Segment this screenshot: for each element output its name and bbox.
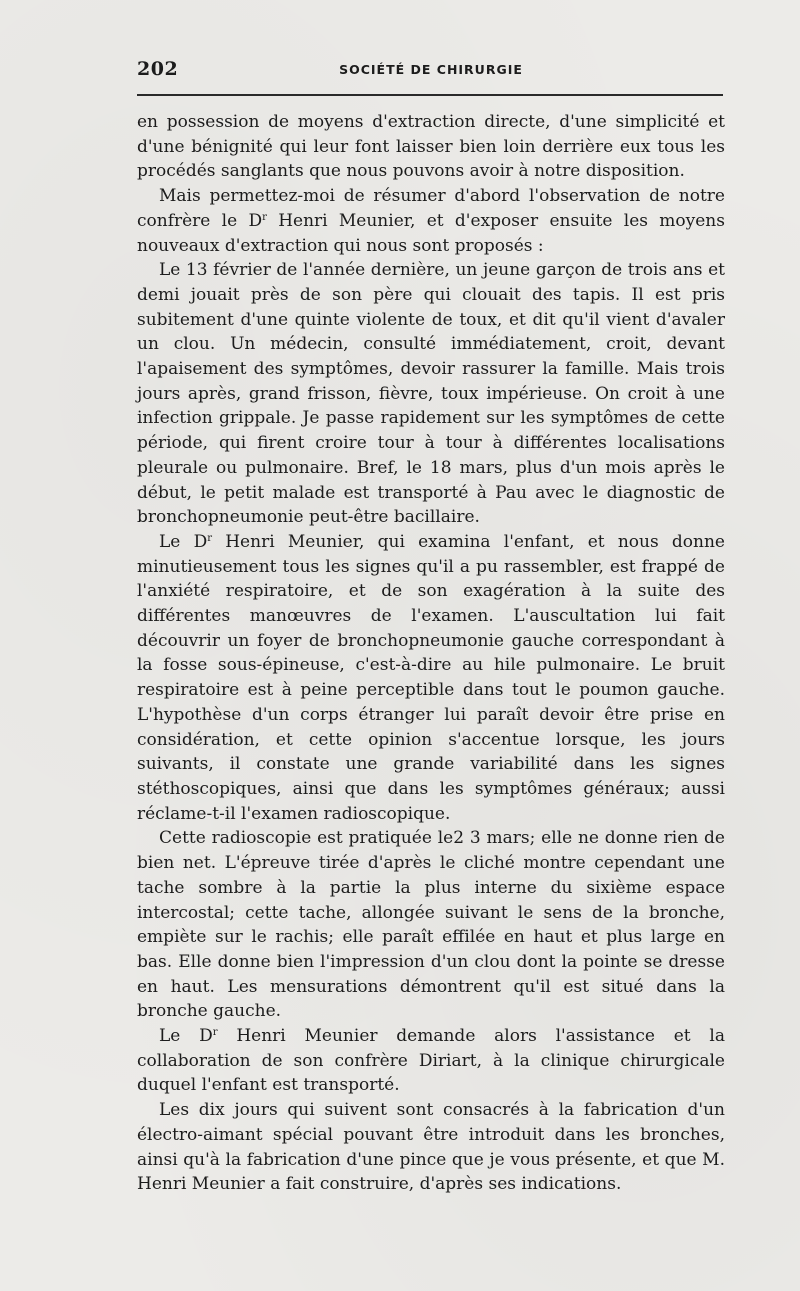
paragraph-continuation: en possession de moyens d'extraction directe, d'une simplicité et d'une bénignité qui leur font laisser bien loin derrière eux tous les procédés sanglants que nous pouvons avoir à notre disposition. — [137, 112, 725, 182]
header-rule — [137, 94, 723, 96]
paragraph: Le 13 février de l'année dernière, un jeune garçon de trois ans et demi jouait près de son père qui clouait des tapis. Il est pris subitement d'une quinte violente de toux, et dit qu'il vient d'avaler un clou. Un médecin, consulté immédiatement, croit, devant l'apaisement des symptômes, devoir rassurer la famille. Mais trois jours après, grand frisson, fièvre, toux impérieuse. On croit à une infection grippale. Je passe rapidement sur les symptômes de cette période, qui firent croire tour à tour à différentes localisations pleurale ou pulmonaire. Bref, le 18 mars, plus d'un mois après le début, le petit malade est transporté à Pau avec le diagnostic de bronchopneumonie peut-être bacillaire. — [137, 260, 725, 528]
body-text — [137, 110, 725, 1197]
paragraph: Mais permettez-moi de résumer d'abord l'observation de notre confrère le $D^r$ Henri Meunier, et d'exposer ensuite les moyens nouveaux d'extraction qui nous sont proposés : — [137, 186, 725, 256]
paragraph: Cette radioscopie est pratiquée le2 3 mars; elle ne donne rien de bien net. L'épreuve tirée d'après le cliché montre cependant une tache sombre à la partie la plus interne du sixième espace intercostal; cette tache, allongée suivant le sens de la bronche, empiète sur le rachis; elle paraît effilée en haut et plus large en bas. Elle donne bien l'impression d'un clou dont la pointe se dresse en haut. Les mensurations démontrent qu'il est situé dans la bronche gauche. — [137, 828, 725, 1022]
running-title: SOCIÉTÉ DE CHIRURGIE — [339, 62, 523, 77]
paragraph: Le $D^r$ Henri Meunier demande alors l'assistance et la collaboration de son confrère Diriart, à la clinique chirurgicale duquel l'enfant est transporté. — [137, 1026, 725, 1096]
page-number: 202 — [137, 58, 179, 80]
paragraph: Les dix jours qui suivent sont consacrés à la fabrication d'un électro-aimant spécial pouvant être introduit dans les bronches, ainsi qu'à la fabrication d'une pince que je vous présente, et que M. Henri Meunier a fait construire, d'après ses indications. — [137, 1100, 725, 1195]
page-header — [137, 58, 725, 82]
paragraph: Le $D^r$ Henri Meunier, qui examina l'enfant, et nous donne minutieusement tous les signes qu'il a pu rassembler, est frappé de l'anxiété respiratoire, et de son exagération à la suite des différentes manœuvres de l'examen. L'auscultation lui fait découvrir un foyer de bronchopneumonie gauche correspondant à la fosse sous-épineuse, c'est-à-dire au hile pulmonaire. Le bruit respiratoire est à peine perceptible dans tout le poumon gauche. L'hypothèse d'un corps étranger lui paraît devoir être prise en considération, et cette opinion s'accentue lorsque, les jours suivants, il constate une grande variabilité dans les signes stéthoscopiques, ainsi que dans les symptômes généraux; aussi réclame-t-il l'examen radioscopique. — [137, 531, 725, 824]
